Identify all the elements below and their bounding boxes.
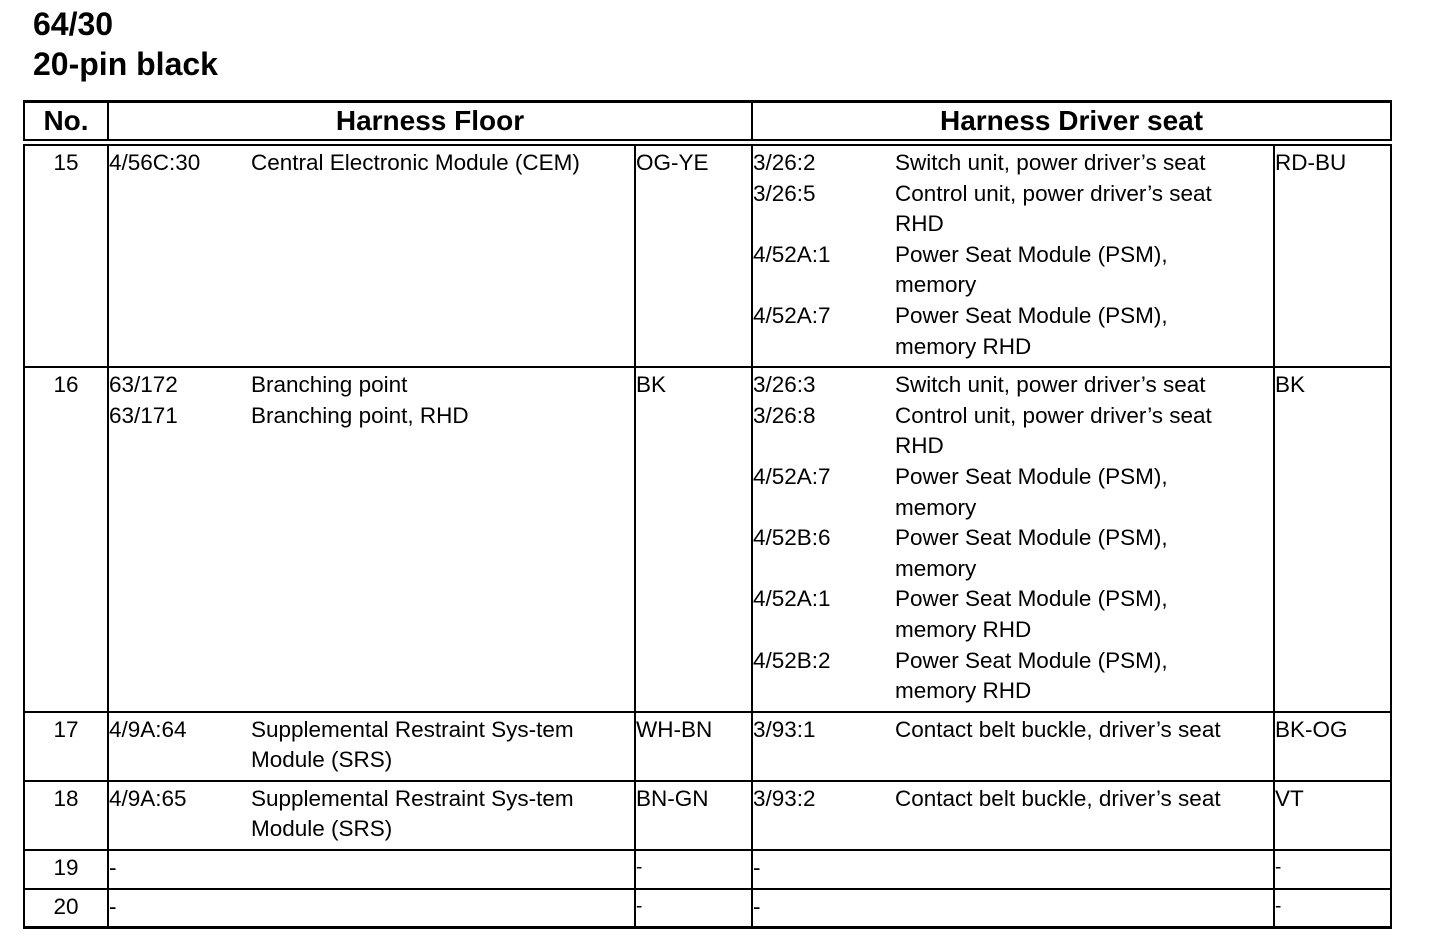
component-code: - bbox=[109, 893, 117, 919]
table-body bbox=[24, 143, 1391, 928]
floor-wire-color: OG-YE bbox=[635, 143, 752, 368]
floor-connections bbox=[108, 143, 635, 368]
component-code: 63/171 bbox=[109, 402, 178, 428]
floor-connections bbox=[108, 781, 635, 850]
component-code: 3/93:1 bbox=[753, 716, 816, 742]
floor-wire-color: BN-GN bbox=[635, 781, 752, 850]
component-code: 4/9A:64 bbox=[109, 716, 187, 742]
floor-wire-color: BK bbox=[635, 367, 752, 712]
driver-seat-connections bbox=[752, 143, 1274, 368]
table-row bbox=[24, 850, 1391, 889]
header-harness-floor: Harness Floor bbox=[108, 102, 752, 143]
component-description: Power Seat Module (PSM), memory RHD bbox=[895, 586, 1168, 642]
component-code: 3/93:2 bbox=[753, 785, 816, 811]
header-no: No. bbox=[24, 102, 108, 143]
driver-seat-wire-color: - bbox=[1274, 889, 1391, 928]
pin-number: 15 bbox=[24, 143, 108, 368]
floor-wire-color: - bbox=[635, 850, 752, 889]
component-code: 3/26:3 bbox=[753, 372, 816, 398]
pin-number: 16 bbox=[24, 367, 108, 712]
table-header-row bbox=[24, 102, 1391, 143]
component-description: Control unit, power driver’s seat RHD bbox=[895, 180, 1212, 237]
component-description: Branching point, RHD bbox=[251, 402, 469, 428]
pin-number: 18 bbox=[24, 781, 108, 850]
driver-seat-entry bbox=[753, 179, 1273, 240]
component-description: Switch unit, power driver’s seat bbox=[895, 150, 1206, 175]
table-row bbox=[24, 889, 1391, 928]
component-description bbox=[251, 853, 581, 884]
component-description: Contact belt buckle, driver’s seat bbox=[895, 716, 1221, 742]
floor-entry bbox=[109, 370, 634, 401]
driver-seat-entry bbox=[753, 892, 1273, 923]
component-description bbox=[251, 892, 581, 923]
floor-wire-color: - bbox=[635, 889, 752, 928]
connector-description: 20-pin black bbox=[33, 46, 218, 82]
component-description: Supplemental Restraint Sys-tem Module (SRS) bbox=[251, 716, 574, 773]
component-code: 4/9A:65 bbox=[109, 785, 187, 811]
component-description: Power Seat Module (PSM), memory RHD bbox=[895, 302, 1168, 359]
component-description: Power Seat Module (PSM), memory bbox=[895, 241, 1168, 298]
header-harness-driver-seat: Harness Driver seat bbox=[752, 102, 1391, 143]
pin-number: 19 bbox=[24, 850, 108, 889]
driver-seat-entry bbox=[753, 148, 1273, 179]
driver-seat-wire-color: BK bbox=[1274, 367, 1391, 712]
driver-seat-connections bbox=[752, 781, 1274, 850]
component-description: Branching point bbox=[251, 372, 408, 398]
component-code: - bbox=[753, 855, 761, 881]
driver-seat-entry bbox=[753, 401, 1273, 462]
driver-seat-wire-color: - bbox=[1274, 850, 1391, 889]
component-description: Supplemental Restraint Sys-tem Module (SRS) bbox=[251, 785, 574, 842]
driver-seat-connections bbox=[752, 712, 1274, 781]
pin-number: 20 bbox=[24, 889, 108, 928]
pin-number: 17 bbox=[24, 712, 108, 781]
floor-entry bbox=[109, 892, 634, 923]
component-description: Power Seat Module (PSM), memory bbox=[895, 525, 1168, 581]
floor-entry bbox=[109, 784, 634, 845]
floor-entry bbox=[109, 853, 634, 884]
table-row bbox=[24, 712, 1391, 781]
floor-wire-color: WH-BN bbox=[635, 712, 752, 781]
component-description: Contact belt buckle, driver’s seat bbox=[895, 785, 1221, 811]
table-row bbox=[24, 143, 1391, 368]
component-code: 3/26:8 bbox=[753, 402, 816, 428]
floor-entry bbox=[109, 148, 634, 179]
component-description: Power Seat Module (PSM), memory bbox=[895, 463, 1168, 520]
component-code: 4/52B:2 bbox=[753, 647, 831, 673]
component-code: 4/52A:1 bbox=[753, 241, 831, 267]
floor-entry bbox=[109, 715, 634, 776]
floor-entry bbox=[109, 401, 634, 432]
driver-seat-connections bbox=[752, 850, 1274, 889]
driver-seat-entry bbox=[753, 784, 1273, 815]
connector-id: 64/30 bbox=[33, 6, 114, 42]
component-code: 63/172 bbox=[109, 372, 178, 398]
component-code: 4/52A:7 bbox=[753, 463, 831, 489]
driver-seat-entry bbox=[753, 584, 1273, 645]
driver-seat-wire-color: RD-BU bbox=[1274, 143, 1391, 368]
driver-seat-entry bbox=[753, 301, 1273, 362]
table-row bbox=[24, 781, 1391, 850]
driver-seat-entry bbox=[753, 370, 1273, 401]
driver-seat-entry bbox=[753, 462, 1273, 523]
component-code: - bbox=[753, 893, 761, 919]
component-code: 4/52A:7 bbox=[753, 302, 831, 328]
component-code: 4/52A:1 bbox=[753, 586, 831, 612]
component-code: - bbox=[109, 855, 117, 881]
floor-connections bbox=[108, 889, 635, 928]
component-description: Power Seat Module (PSM), memory RHD bbox=[895, 647, 1168, 704]
component-code: 4/52B:6 bbox=[753, 525, 831, 551]
floor-connections bbox=[108, 712, 635, 781]
driver-seat-entry bbox=[753, 646, 1273, 707]
component-description: Switch unit, power driver’s seat bbox=[895, 372, 1206, 398]
driver-seat-entry bbox=[753, 853, 1273, 884]
component-code: 3/26:2 bbox=[753, 150, 816, 175]
document-title bbox=[33, 4, 218, 84]
driver-seat-entry bbox=[753, 715, 1273, 746]
driver-seat-wire-color: VT bbox=[1274, 781, 1391, 850]
component-description bbox=[895, 853, 1250, 884]
driver-seat-entry bbox=[753, 523, 1273, 584]
driver-seat-wire-color: BK-OG bbox=[1274, 712, 1391, 781]
component-code: 4/56C:30 bbox=[109, 150, 201, 175]
driver-seat-connections bbox=[752, 367, 1274, 712]
component-description: Central Electronic Module (CEM) bbox=[251, 150, 580, 175]
component-description bbox=[895, 892, 1250, 923]
table-row bbox=[24, 367, 1391, 712]
floor-connections bbox=[108, 850, 635, 889]
floor-connections bbox=[108, 367, 635, 712]
pin-assignment-table bbox=[23, 100, 1392, 929]
component-description: Control unit, power driver’s seat RHD bbox=[895, 402, 1212, 459]
component-code: 3/26:5 bbox=[753, 180, 816, 206]
driver-seat-entry bbox=[753, 240, 1273, 301]
driver-seat-connections bbox=[752, 889, 1274, 928]
